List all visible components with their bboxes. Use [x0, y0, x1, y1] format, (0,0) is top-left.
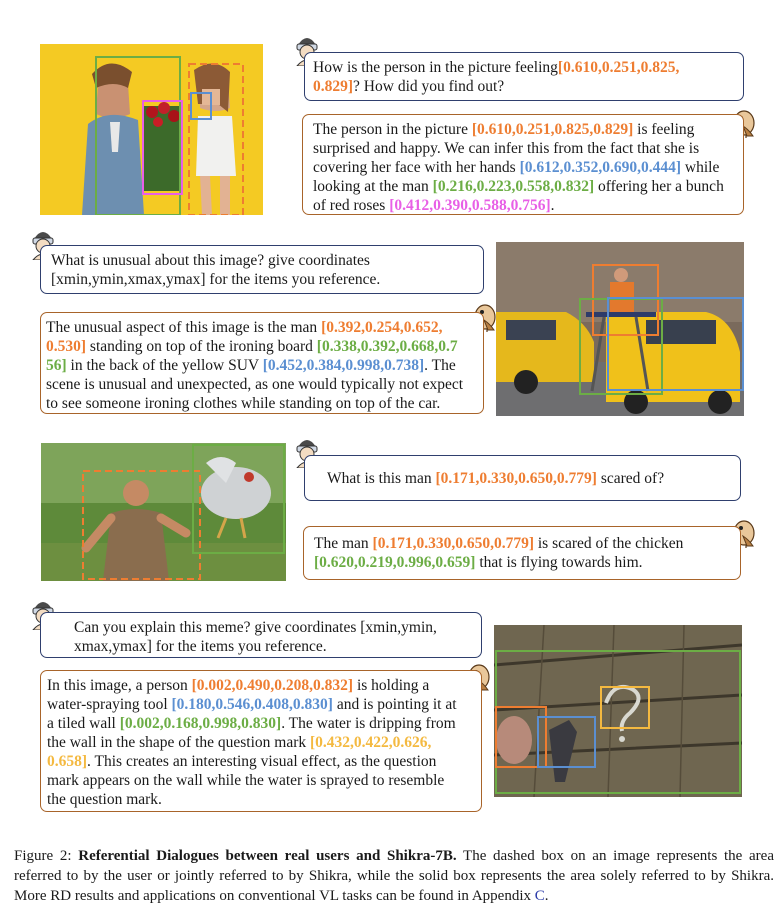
answer-text: is holding a [353, 677, 430, 694]
box-coordinate-green: 56] [46, 357, 67, 374]
box-coordinate-green: [0.216,0.223,0.558,0.832] [432, 178, 595, 195]
answer-text: the question mark. [47, 791, 162, 808]
question-text: xmax,ymax] for the items you reference. [74, 638, 327, 655]
question-text: scared of? [596, 470, 665, 487]
answer-text: The man [314, 535, 373, 552]
photo-couple [40, 44, 263, 215]
answer-text: The person in the picture [313, 121, 472, 138]
answer-text: is feeling [633, 121, 695, 138]
caption-prefix: Figure 2: [14, 848, 79, 864]
box-coordinate-blue: [0.612,0.352,0.690,0.444] [519, 159, 682, 176]
question-text: ? How did you find out? [353, 78, 505, 95]
box-coordinate-orange: [0.610,0.251,0.825,0.829] [471, 121, 634, 138]
box-coordinate-blue: [0.452,0.384,0.998,0.738] [262, 357, 425, 374]
answer-text: . The [424, 357, 456, 374]
answer-text: to see someone ironing clothes while standing on top of the car. [46, 395, 441, 412]
box-coordinate-blue: [0.180,0.546,0.408,0.830] [171, 696, 333, 713]
user-question-1 [304, 52, 744, 101]
answer-text: In this image, a person [47, 677, 192, 694]
answer-text: in the back of the yellow SUV [66, 357, 263, 374]
question-text: How is the person in the picture feeling [313, 59, 558, 76]
figure-caption [14, 846, 774, 906]
answer-text: . The water is dripping from [281, 715, 456, 732]
answer-text: . [550, 197, 555, 214]
user-question-4 [40, 612, 482, 658]
answer-text: . This creates an interesting visual effect, as the question [87, 753, 437, 770]
caption-end: . [544, 888, 549, 904]
answer-text: is scared of the chicken [534, 535, 684, 552]
answer-text: a tiled wall [47, 715, 120, 732]
question-text: What is unusual about this image? give coordinates [51, 252, 370, 269]
answer-text: surprised and happy. We can infer this from the fact that she is [313, 140, 700, 157]
box-coordinate-orange: 0.829] [313, 78, 354, 95]
answer-text: The unusual aspect of this image is the man [46, 319, 322, 336]
photo-wall-question-mark [494, 625, 742, 797]
photo-taxi-ironing [496, 242, 744, 416]
box-coordinate-orange: [0.610,0.251,0.825, [557, 59, 680, 76]
box-coordinate-orange: 0.530] [46, 338, 87, 355]
answer-text: mark appears on the wall while the water is sprayed to resemble [47, 772, 445, 789]
box-coordinate-yellow: [0.432,0.422,0.626, [310, 734, 432, 751]
photo-chicken [41, 443, 286, 581]
answer-text: while [681, 159, 720, 176]
caption-title: Referential Dialogues between real users and Shikra-7B. [78, 848, 457, 864]
answer-text: offering her a bunch [594, 178, 724, 195]
answer-text: covering her face with her hands [313, 159, 520, 176]
appendix-link[interactable]: C [534, 888, 545, 904]
box-coordinate-pink: [0.412,0.390,0.588,0.756] [389, 197, 551, 214]
caption-body: The dashed box on an image represents the area referred to by the user or jointly referred to by Shikra, while the solid box represents the area solely referred to by Shikra. More RD results and applications on conventional VL tasks can be found in Appendix [14, 848, 774, 904]
box-coordinate-orange: [0.392,0.254,0.652, [321, 319, 443, 336]
shikra-answer-4 [40, 670, 482, 812]
answer-text: water-spraying tool [47, 696, 172, 713]
question-text: Can you explain this meme? give coordinates [xmin,ymin, [74, 619, 437, 636]
box-coordinate-orange: [0.002,0.490,0.208,0.832] [191, 677, 354, 694]
user-question-2 [40, 245, 484, 294]
shikra-answer-1 [302, 114, 744, 215]
box-coordinate-yellow: 0.658] [47, 753, 88, 770]
answer-text: the wall in the shape of the question mark [47, 734, 311, 751]
answer-text: looking at the man [313, 178, 433, 195]
box-coordinate-green: [0.338,0.392,0.668,0.7 [316, 338, 458, 355]
answer-text: that is flying towards him. [475, 554, 643, 571]
answer-text: standing on top of the ironing board [86, 338, 317, 355]
answer-text: and is pointing it at [332, 696, 457, 713]
box-coordinate-green: [0.002,0.168,0.998,0.830] [119, 715, 282, 732]
question-text: What is this man [327, 470, 436, 487]
box-coordinate-green: [0.620,0.219,0.996,0.659] [314, 554, 476, 571]
shikra-answer-2 [40, 312, 484, 414]
user-question-3 [304, 455, 741, 501]
answer-text: of red roses [313, 197, 390, 214]
box-coordinate-orange: [0.171,0.330,0.650,0.779] [372, 535, 534, 552]
answer-text: scene is unusual and unexpected, as one would typically not expect [46, 376, 464, 393]
question-text: [xmin,ymin,xmax,ymax] for the items you reference. [51, 271, 381, 288]
shikra-answer-3 [303, 526, 741, 580]
box-coordinate-orange: [0.171,0.330,0.650,0.779] [435, 470, 597, 487]
